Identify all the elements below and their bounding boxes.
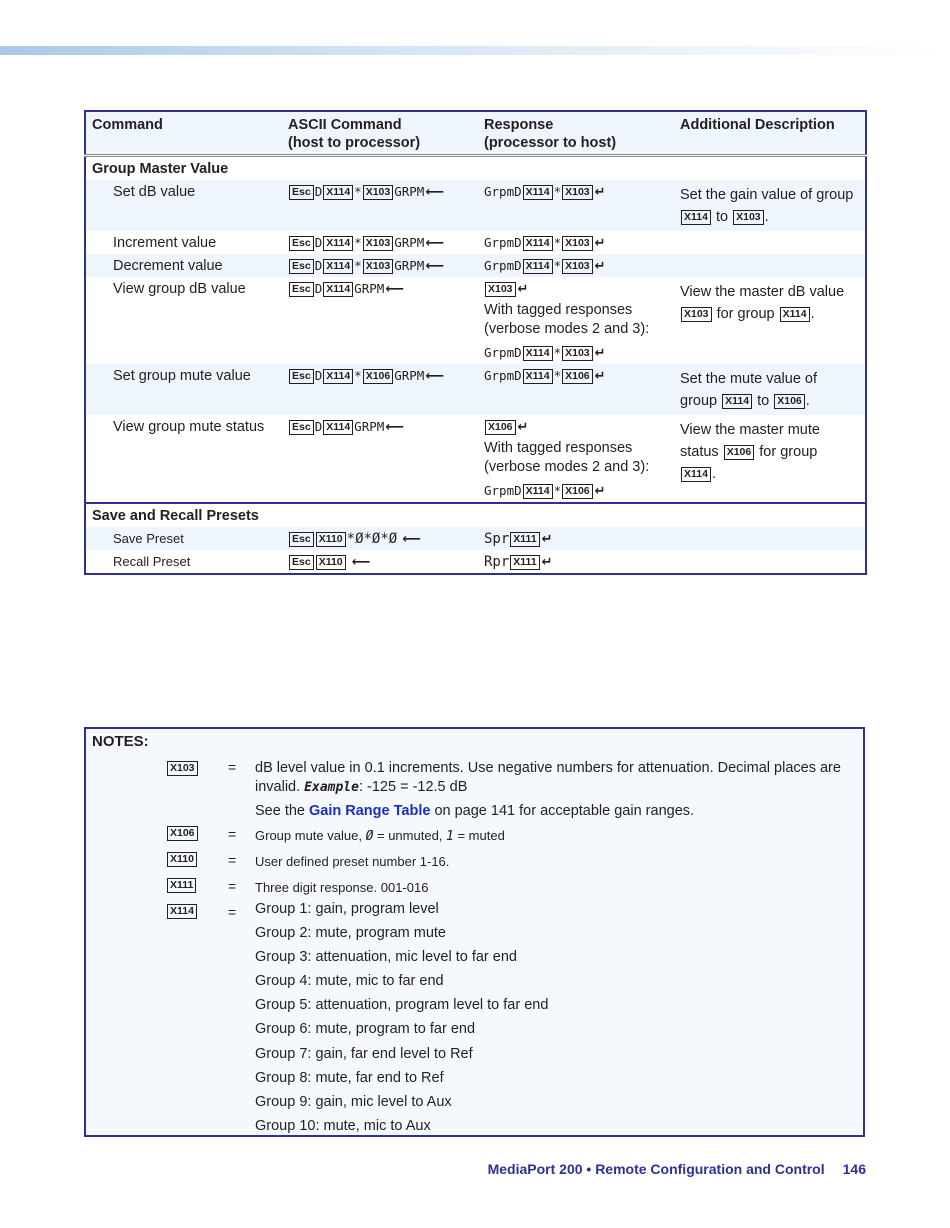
table-row: [85, 364, 866, 415]
group-item: Group 7: gain, far end level to Ref: [255, 1046, 473, 1062]
description-cell: [674, 527, 866, 550]
response-cell: X103 ↵ With tagged responses (verbose modes 2 and 3): GrpmD X114 * X103 ↵: [484, 281, 650, 361]
group-item: Group 8: mute, far end to Ref: [255, 1070, 444, 1086]
response-cell: GrpmD X114 * X103 ↵: [484, 258, 606, 274]
table-row: [85, 254, 866, 277]
ascii-cell: Esc D X114 * X103 GRPM⟵: [282, 254, 478, 277]
ascii-cell: Esc X110 *Ø*Ø*Ø ⟵: [282, 527, 478, 550]
command-cell: Recall Preset: [113, 554, 191, 569]
return-icon: ↵: [594, 345, 606, 361]
command-table: [84, 110, 867, 575]
return-icon: ↵: [594, 368, 606, 384]
table-header-row: [85, 111, 866, 156]
command-cell: Set dB value: [113, 184, 196, 200]
description-cell: View the master dB value X103 for group X114 .: [680, 284, 845, 322]
col-header-description: Additional Description: [674, 111, 866, 156]
table-row: [85, 527, 866, 550]
left-arrow-icon: ⟵: [385, 281, 404, 297]
description-cell: Set the mute value of group X114 to X106 .: [680, 371, 818, 409]
ascii-cell: Esc D X114 * X103 GRPM⟵: [282, 180, 478, 231]
col-header-ascii: ASCII Command (host to processor): [282, 111, 478, 156]
return-icon: ↵: [541, 554, 553, 570]
ascii-cell: Esc D X114 GRPM⟵: [282, 277, 478, 364]
col-header-response: Response (processor to host): [478, 111, 674, 156]
table-row: [85, 277, 866, 364]
description-cell: View the master mute status X106 for group X114 .: [680, 422, 820, 482]
left-arrow-icon: ⟵: [385, 419, 404, 435]
group-item: Group 4: mute, mic to far end: [255, 973, 444, 989]
command-cell: View group dB value: [113, 281, 246, 297]
description-cell: Set the gain value of group X114 to X103 .: [680, 187, 854, 225]
notes-box: NOTES: X103 = dB level value in 0.1 increments. Use negative numbers for attenuation. Decimal places are invalid. Example: -125 = -12.5 dB See the Gain Range Table on page 141 for acceptable gain ranges. X106 = Group mute value, Ø = unmuted, 1 = muted X110 = User defined preset number 1-16. X111 = Three digit response. 001-016 X114 = Group 1: gain, program level Group 2: mute, program mute Group 3: attenuation, mic level to far end Group 4: mute, mic to far end Group 5: attenuation, program level to far end Group 6: mute, program to far end Group 7: gain, far end level to Ref Group 8: mute, far end to Ref Group 9: gain, mic level to Aux Group 10: mute, mic to Aux: [84, 727, 865, 1137]
ascii-cell: Esc D X114 * X103 GRPM⟵: [282, 231, 478, 254]
notes-title: NOTES:: [92, 733, 149, 750]
command-cell: Save Preset: [113, 531, 184, 546]
response-cell: GrpmD X114 * X103 ↵: [484, 235, 606, 251]
group-item: Group 2: mute, program mute: [255, 925, 446, 941]
left-arrow-icon: ⟵: [425, 258, 444, 274]
section-group-master: Group Master Value: [92, 161, 229, 177]
gain-range-table-link[interactable]: Gain Range Table: [309, 803, 431, 819]
table-row: [85, 231, 866, 254]
col-header-command: Command: [85, 111, 282, 156]
ascii-cell: Esc D X114 * X106 GRPM⟵: [282, 364, 478, 415]
response-cell: GrpmD X114 * X103 ↵: [484, 184, 606, 200]
page-footer: [488, 1161, 866, 1177]
return-icon: ↵: [594, 258, 606, 274]
description-cell: [674, 254, 866, 277]
left-arrow-icon: ⟵: [425, 368, 444, 384]
group-item: Group 9: gain, mic level to Aux: [255, 1094, 452, 1110]
command-cell: Decrement value: [113, 258, 223, 274]
section-save-recall: Save and Recall Presets: [85, 503, 866, 527]
left-arrow-icon: ⟵: [402, 531, 421, 547]
response-cell: GrpmD X114 * X106 ↵: [484, 368, 606, 384]
group-item: Group 1: gain, program level: [255, 901, 439, 917]
left-arrow-icon: ⟵: [351, 554, 371, 570]
command-cell: View group mute status: [113, 419, 265, 435]
return-icon: ↵: [594, 483, 606, 499]
return-icon: ↵: [594, 235, 606, 251]
left-arrow-icon: ⟵: [425, 235, 444, 251]
group-item: Group 10: mute, mic to Aux: [255, 1118, 431, 1134]
response-cell: Rpr X111 ↵: [484, 554, 553, 570]
return-icon: ↵: [517, 419, 529, 435]
return-icon: ↵: [517, 281, 529, 297]
footer-title: MediaPort 200 • Remote Configuration and Control: [487, 1161, 825, 1177]
description-cell: [674, 550, 866, 574]
table-row: [85, 415, 866, 503]
group-item: Group 3: attenuation, mic level to far end: [255, 949, 517, 965]
ascii-cell: Esc D X114 GRPM⟵: [282, 415, 478, 503]
command-cell: Increment value: [113, 235, 217, 251]
left-arrow-icon: ⟵: [425, 184, 444, 200]
group-item: Group 6: mute, program to far end: [255, 1021, 476, 1037]
group-item: Group 5: attenuation, program level to far end: [255, 997, 549, 1013]
description-cell: [674, 231, 866, 254]
response-cell: X106 ↵ With tagged responses (verbose modes 2 and 3): GrpmD X114 * X106 ↵: [484, 419, 650, 499]
command-cell: Set group mute value: [113, 368, 251, 384]
ascii-cell: Esc X110 ⟵: [282, 550, 478, 574]
table-row: [85, 550, 866, 574]
response-cell: Spr X111 ↵: [484, 531, 553, 547]
return-icon: ↵: [541, 531, 553, 547]
table-row: [85, 180, 866, 231]
header-gradient-bar: [0, 46, 950, 55]
page-number: 146: [842, 1161, 866, 1177]
return-icon: ↵: [594, 184, 606, 200]
